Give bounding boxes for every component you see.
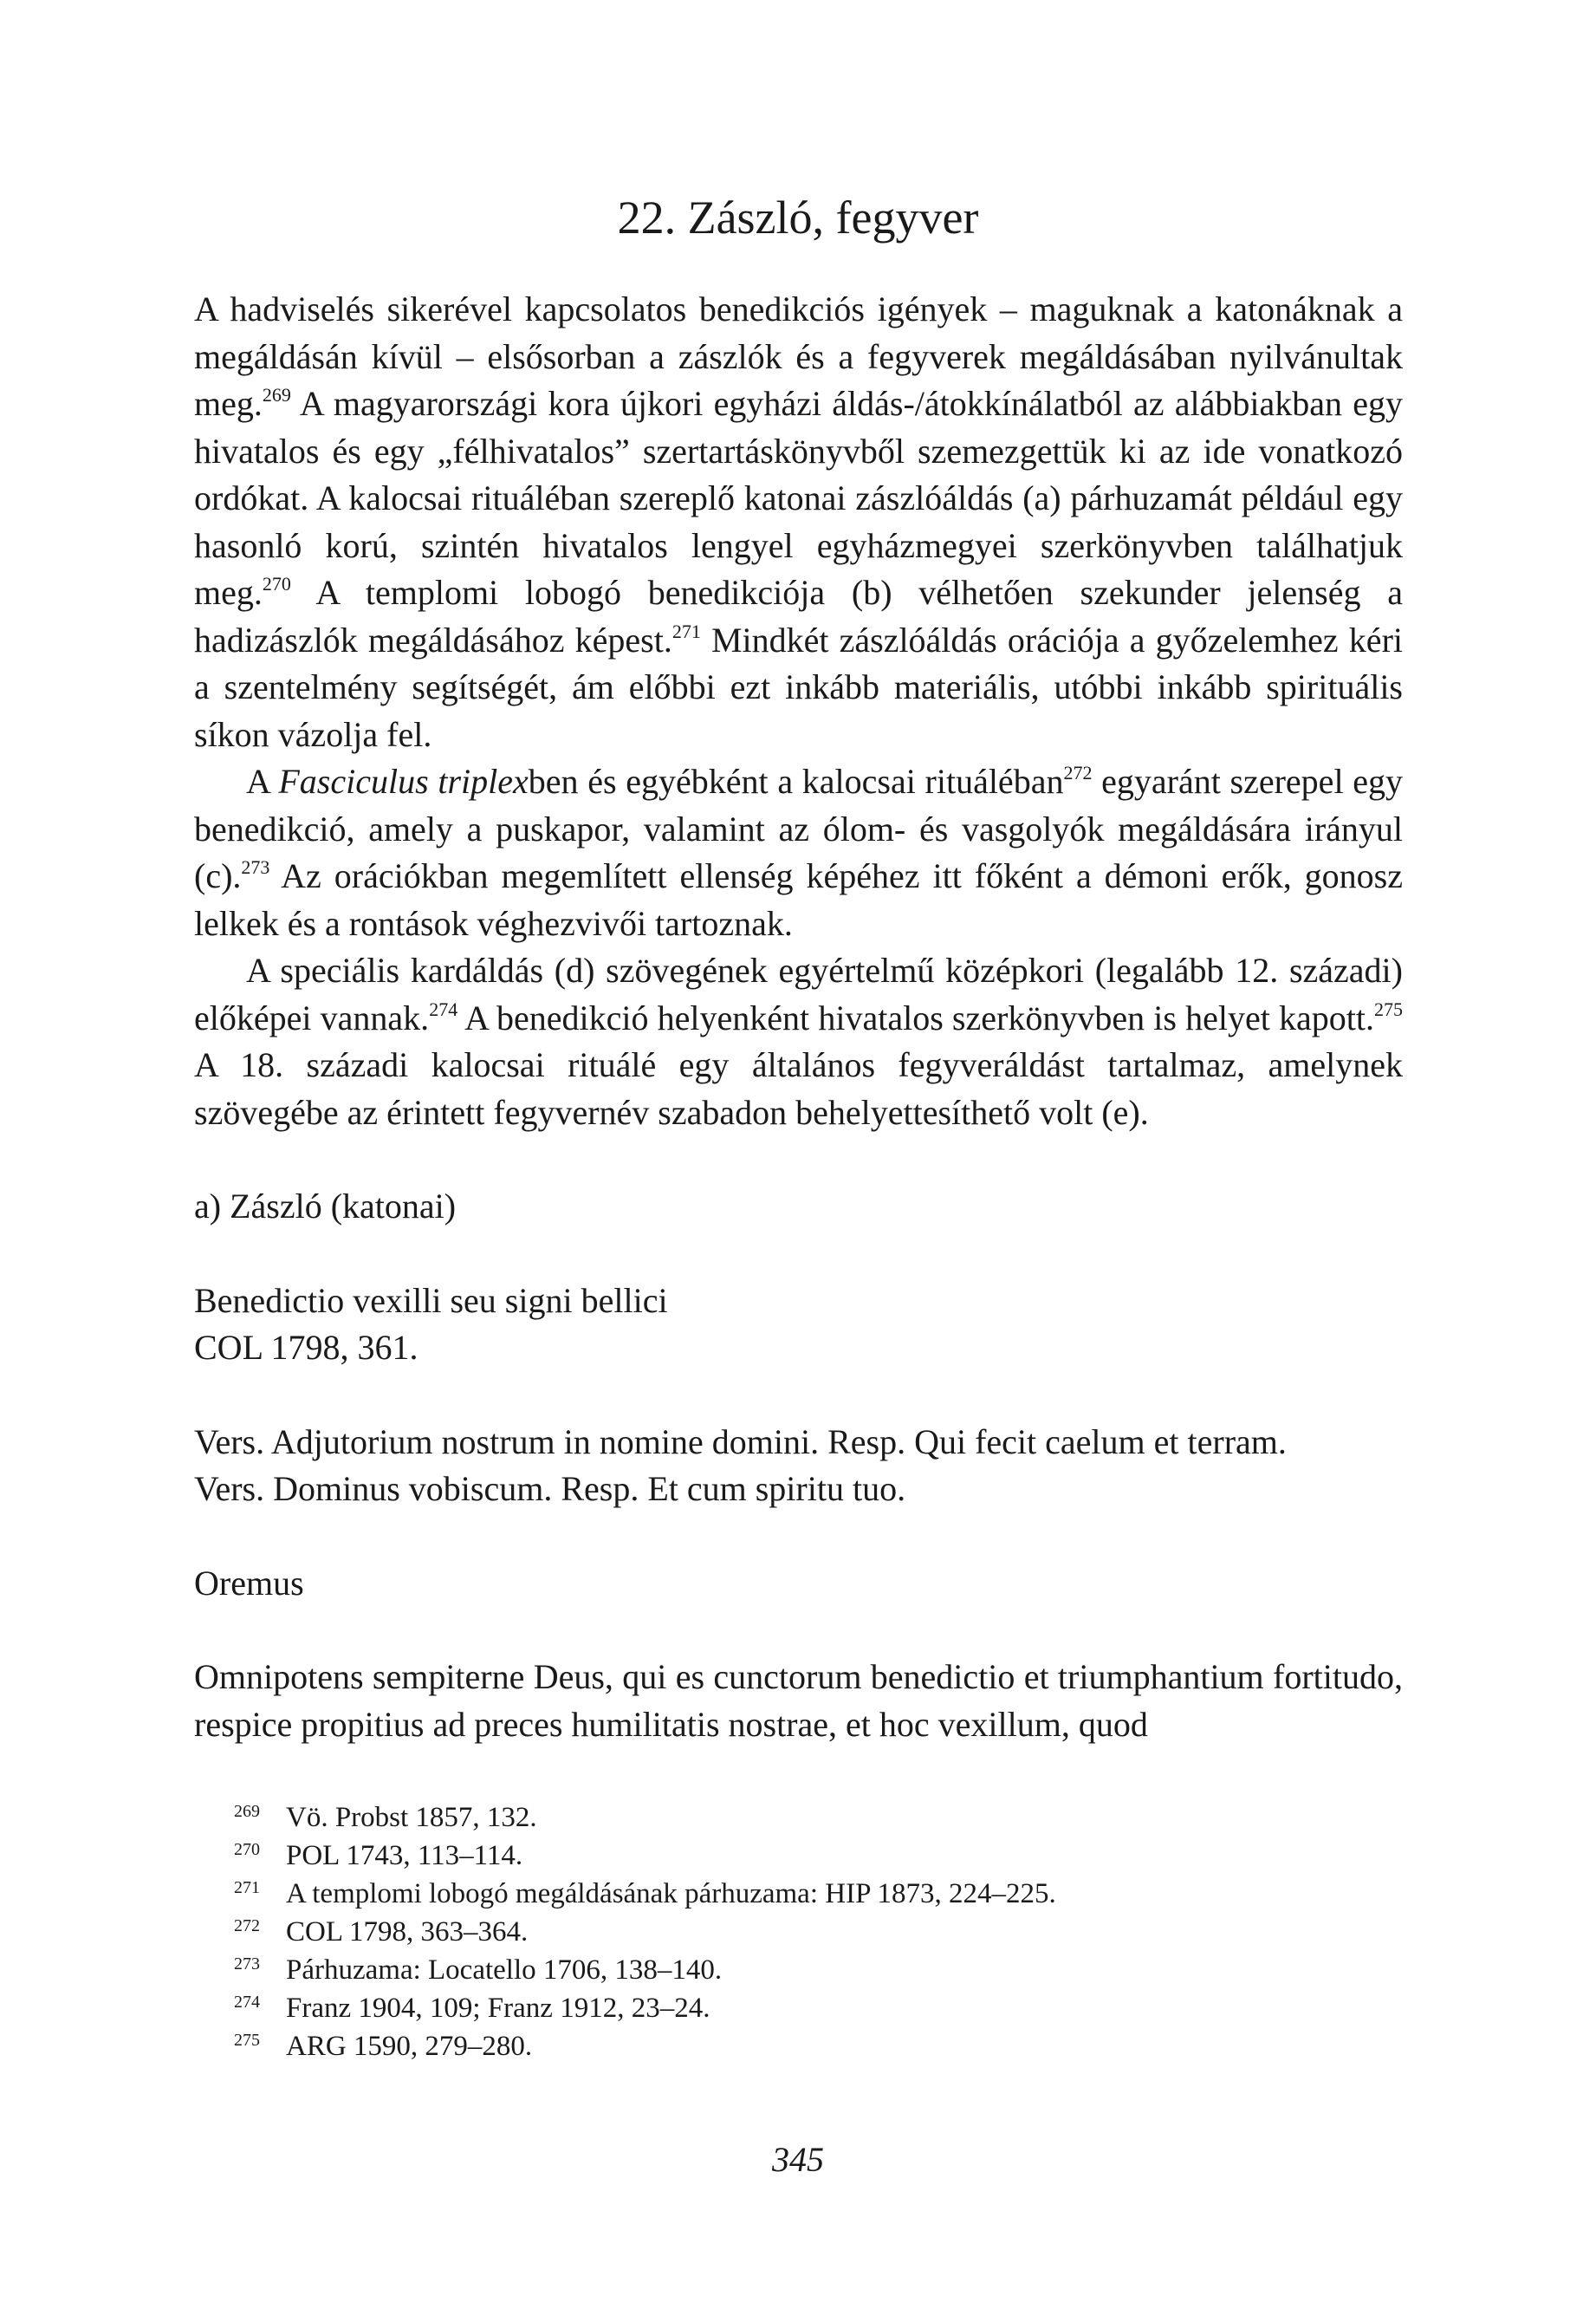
oremus-heading: Oremus — [194, 1563, 304, 1603]
footnote-ref-275[interactable]: 275 — [1374, 998, 1404, 1020]
chapter-title: 22. Zászló, fegyver — [617, 192, 979, 244]
paragraph-1-text-d: Mindkét zászlóáldás orációja a győzelemhez kéri a szentelmény segítségét, ám előbbi ezt inkább materiális, utóbbi inkább spirituális síkon vázolja fel. — [194, 620, 1403, 754]
paragraph-2 — [194, 758, 1403, 947]
prayer-text: Omnipotens sempiterne Deus, qui es cunctorum benedictio et triumphantium fortitudo, respice propitius ad preces humilitatis nostrae, et hoc vexillum, quod — [194, 1657, 1403, 1744]
footnote-text: Franz 1904, 109; Franz 1912, 23–24. — [286, 1993, 710, 2024]
versicle-2: Vers. Dominus vobiscum. Resp. Et cum spiritu tuo. — [194, 1469, 906, 1508]
paragraph-2-text-d: Az orációkban megemlített ellenség képéhez itt főként a démoni erők, gonosz lelkek és a rontások véghezvivői tartoznak. — [194, 856, 1403, 943]
footnote-text: Vö. Probst 1857, 132. — [286, 1802, 537, 1833]
footnote-269 — [234, 1798, 1360, 1837]
footnote-number: 275 — [234, 2031, 260, 2050]
footnote-text: A templomi lobogó megáldásának párhuzama: HIP 1873, 224–225. — [286, 1878, 1056, 1909]
footnote-273 — [234, 1951, 1360, 1989]
footnote-270 — [234, 1837, 1360, 1875]
footnote-ref-271[interactable]: 271 — [671, 620, 701, 642]
footnote-ref-270[interactable]: 270 — [262, 573, 291, 595]
paragraph-1-text-c: A templomi lobogó benedikciója (b) vélhetően szekunder jelenség a hadizászlók megáldásához képest. — [194, 573, 1403, 660]
footnote-ref-274[interactable]: 274 — [429, 998, 458, 1020]
paragraph-3-text-a: A speciális kardáldás (d) szövegének egyértelmű középkori (legalább 12. századi) előképei vannak. — [194, 951, 1403, 1037]
benedictio-title: Benedictio vexilli seu signi bellici — [194, 1280, 668, 1320]
footnote-text: ARG 1590, 279–280. — [286, 2031, 533, 2062]
paragraph-3-text-b: A benedikció helyenként hivatalos szerkönyvben is helyet kapott. — [457, 998, 1375, 1037]
paragraph-3-text-c: A 18. századi kalocsai rituálé egy általános fegyveráldást tartalmaz, amelynek szövegébe az érintett fegyvernév szabadon behelyettesíthető volt (e). — [194, 1045, 1403, 1132]
paragraph-1 — [194, 286, 1403, 758]
paragraph-2-text-a: A — [246, 762, 279, 801]
footnote-text: POL 1743, 113–114. — [286, 1840, 523, 1871]
footnote-number: 271 — [234, 1878, 260, 1897]
footnote-ref-272[interactable]: 272 — [1063, 762, 1093, 784]
footnote-text: Párhuzama: Locatello 1706, 138–140. — [286, 1954, 723, 1986]
paragraph-1-text-a: A hadviselés sikerével kapcsolatos benedikciós igények – maguknak a katonáknak a megáldásán kívül – elsősorban a zászlók és a fegyverek megáldásában nyilvánultak meg. — [194, 289, 1403, 423]
footnote-number: 274 — [234, 1993, 260, 2012]
footnote-274 — [234, 1989, 1360, 2027]
footnote-number: 269 — [234, 1802, 260, 1821]
section-heading-a: a) Zászló (katonai) — [194, 1187, 457, 1226]
footnote-text: COL 1798, 363–364. — [286, 1916, 529, 1948]
footnote-number: 273 — [234, 1954, 260, 1974]
footnote-275 — [234, 2027, 1360, 2065]
footnote-271 — [234, 1875, 1360, 1913]
body-text — [194, 286, 1403, 1748]
paragraph-1-text-b: A magyarországi kora újkori egyházi áldás-/átokkínálatból az alábbiakban egy hivatalos és egy „félhivatalos” szertartáskönyvből szemezgettük ki az ide vonatkozó ordókat. A kalocsai rituáléban szereplő katonai zászlóáldás (a) párhuzamát például egy hasonló korú, szintén hivatalos lengyel egyházmegyei szerkönyvben találhatjuk meg. — [194, 384, 1403, 612]
page-number: 345 — [772, 2140, 824, 2179]
paragraph-2-text-b: ben és egyébként a kalocsai rituáléban — [528, 762, 1064, 801]
benedictio-reference: COL 1798, 361. — [194, 1328, 418, 1367]
versicle-1: Vers. Adjutorium nostrum in nomine domini. Resp. Qui fecit caelum et terram. — [194, 1421, 1287, 1461]
footnote-ref-269[interactable]: 269 — [262, 384, 291, 406]
paragraph-2-italic-title: Fasciculus triplex — [278, 762, 529, 801]
footnote-272 — [234, 1913, 1360, 1951]
footnote-ref-273[interactable]: 273 — [241, 856, 270, 878]
footnote-number: 272 — [234, 1916, 260, 1935]
footnotes — [234, 1798, 1360, 2065]
paragraph-2-text-c: egyaránt szerepel egy benedikció, amely a puskapor, valamint az ólom- és vasgolyók megáldására irányul (c). — [194, 762, 1403, 895]
paragraph-3 — [194, 947, 1403, 1136]
footnote-number: 270 — [234, 1840, 260, 1859]
